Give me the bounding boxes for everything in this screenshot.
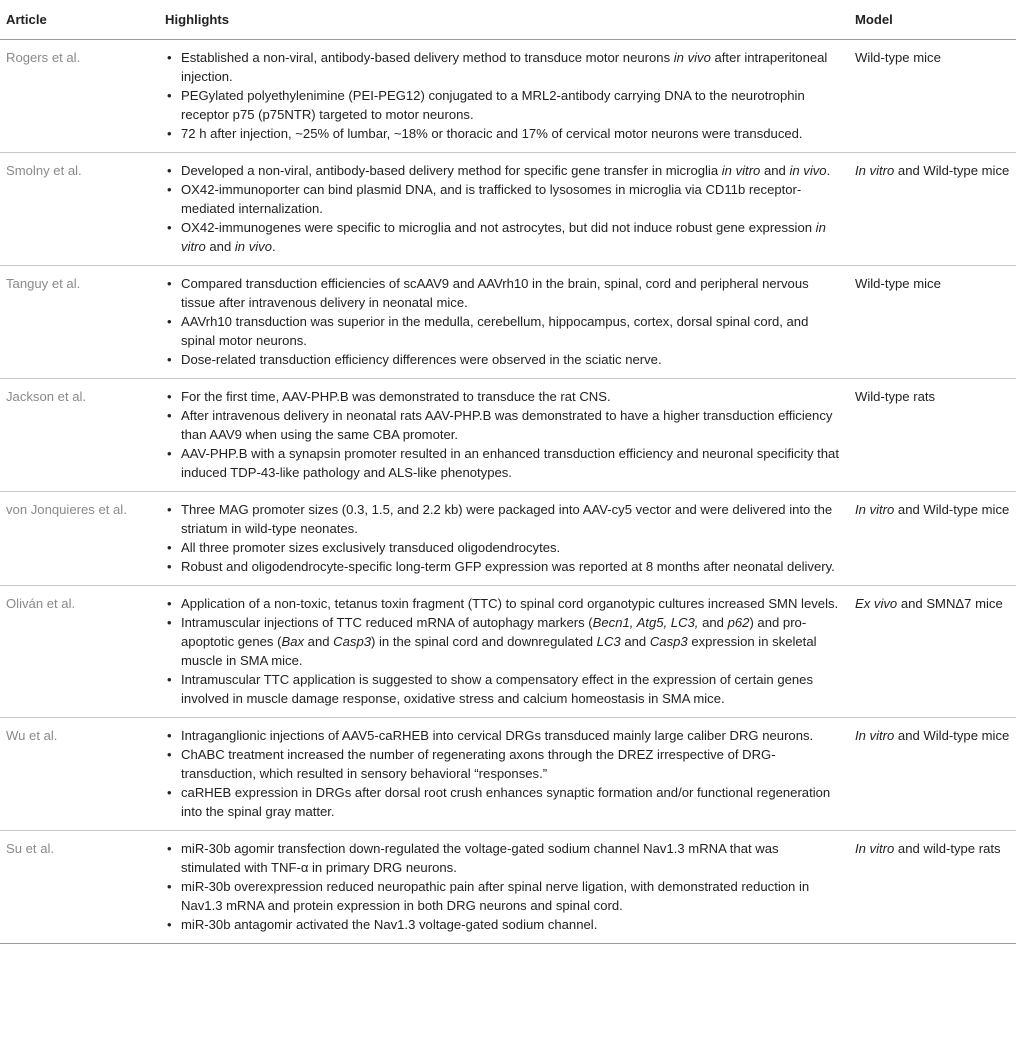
article-cell: Wu et al.	[0, 718, 161, 831]
highlight-item	[165, 350, 839, 369]
text-run: and Wild-type mice	[894, 163, 1010, 178]
bullet-icon: •	[167, 182, 172, 197]
text-run: ) and pro-apoptotic genes (	[181, 615, 807, 649]
text-run: Application of a non-toxic, tetanus toxin fragment (TTC) to spinal cord organotypic cultures increased SMN levels.	[181, 596, 839, 611]
text-run: PEGylated polyethylenimine (PEI-PEG12) conjugated to a MRL2-antibody carrying DNA to the neurotrophin receptor p75 (p75NTR) targeted to motor neurons.	[181, 88, 805, 122]
italic-text: in vivo	[234, 239, 272, 254]
text-run: and	[760, 163, 790, 178]
italic-text: In vitro	[855, 163, 895, 178]
text-run: expression in skeletal muscle in SMA mice.	[181, 634, 817, 668]
italic-text: LC3	[596, 634, 621, 649]
table-row	[0, 831, 1016, 944]
highlights-cell	[161, 586, 847, 718]
text-run: Established a non-viral, antibody-based delivery method to transduce motor neurons	[181, 50, 674, 65]
text-run: .	[826, 163, 831, 178]
article-cell: von Jonquieres et al.	[0, 492, 161, 586]
highlight-item	[165, 538, 839, 557]
header-highlights: Highlights	[161, 0, 847, 40]
bullet-icon: •	[167, 88, 172, 103]
text-run: Intraganglionic injections of AAV5-caRHEB into cervical DRGs transduced mainly large caliber DRG neurons.	[181, 728, 814, 743]
highlights-list	[165, 594, 839, 708]
highlights-list	[165, 500, 839, 576]
italic-text: Casp3	[649, 634, 688, 649]
italic-text: In vitro	[855, 502, 895, 517]
model-cell	[847, 718, 1016, 831]
text-run: miR-30b antagomir activated the Nav1.3 voltage-gated sodium channel.	[181, 917, 598, 932]
italic-text: Ex vivo	[855, 596, 898, 611]
bullet-icon: •	[167, 672, 172, 687]
bullet-icon: •	[167, 126, 172, 141]
bullet-icon: •	[167, 389, 172, 404]
text-run: and	[620, 634, 650, 649]
text-run: miR-30b agomir transfection down-regulated the voltage-gated sodium channel Nav1.3 mRNA that was stimulated with TNF-α in primary DRG neurons.	[181, 841, 779, 875]
model-cell	[847, 379, 1016, 492]
text-run: All three promoter sizes exclusively transduced oligodendrocytes.	[181, 540, 561, 555]
bullet-icon: •	[167, 220, 172, 235]
highlight-item	[165, 86, 839, 124]
highlight-item	[165, 915, 839, 934]
bullet-icon: •	[167, 408, 172, 423]
table-row	[0, 153, 1016, 266]
italic-text: In vitro	[855, 728, 895, 743]
highlights-cell	[161, 379, 847, 492]
bullet-icon: •	[167, 559, 172, 574]
highlight-item	[165, 312, 839, 350]
article-cell: Tanguy et al.	[0, 266, 161, 379]
italic-text: in vivo	[673, 50, 711, 65]
italic-text: in vitro	[181, 220, 826, 254]
highlight-item	[165, 444, 839, 482]
bullet-icon: •	[167, 841, 172, 856]
text-run: Wild-type mice	[855, 50, 941, 65]
text-run: AAVrh10 transduction was superior in the medulla, cerebellum, hippocampus, cortex, dorsal spinal cord, and spinal motor neurons.	[181, 314, 809, 348]
model-cell	[847, 266, 1016, 379]
highlights-cell	[161, 492, 847, 586]
bullet-icon: •	[167, 615, 172, 630]
italic-text: in vivo	[789, 163, 827, 178]
highlight-item	[165, 48, 839, 86]
italic-text: p62	[727, 615, 750, 630]
text-run: Robust and oligodendrocyte-specific long-term GFP expression was reported at 8 months after neonatal delivery.	[181, 559, 835, 574]
article-cell: Rogers et al.	[0, 40, 161, 153]
header-model: Model	[847, 0, 1016, 40]
header-row	[0, 0, 1016, 40]
article-cell: Oliván et al.	[0, 586, 161, 718]
highlight-item	[165, 161, 839, 180]
text-run: and wild-type rats	[894, 841, 1001, 856]
highlight-item	[165, 274, 839, 312]
text-run: OX42-immunogenes were specific to microglia and not astrocytes, but did not induce robust gene expression	[181, 220, 816, 235]
table-row	[0, 379, 1016, 492]
bullet-icon: •	[167, 163, 172, 178]
bullet-icon: •	[167, 502, 172, 517]
bullet-icon: •	[167, 352, 172, 367]
highlight-item	[165, 387, 839, 406]
bullet-icon: •	[167, 785, 172, 800]
highlights-list	[165, 839, 839, 934]
italic-text: Bax	[281, 634, 305, 649]
table-row	[0, 718, 1016, 831]
highlights-list	[165, 161, 839, 256]
highlight-item	[165, 218, 839, 256]
table-header	[0, 0, 1016, 40]
highlight-item	[165, 406, 839, 444]
text-run: AAV-PHP.B with a synapsin promoter resulted in an enhanced transduction efficiency and neuronal specificity that induced TDP-43-like pathology and ALS-like phenotypes.	[181, 446, 839, 480]
highlight-item	[165, 783, 839, 821]
highlights-list	[165, 274, 839, 369]
table-row	[0, 266, 1016, 379]
model-cell	[847, 586, 1016, 718]
text-run: and	[698, 615, 728, 630]
highlight-item	[165, 670, 839, 708]
highlight-item	[165, 557, 839, 576]
text-run: Wild-type mice	[855, 276, 941, 291]
highlight-item	[165, 594, 839, 613]
model-cell	[847, 40, 1016, 153]
text-run: caRHEB expression in DRGs after dorsal root crush enhances synaptic formation and/or functional regeneration into the spinal gray matter.	[181, 785, 831, 819]
italic-text: Becn1, Atg5, LC3,	[592, 615, 699, 630]
bullet-icon: •	[167, 50, 172, 65]
header-article: Article	[0, 0, 161, 40]
bullet-icon: •	[167, 540, 172, 555]
italic-text: In vitro	[855, 841, 895, 856]
text-run: Dose-related transduction efficiency differences were observed in the sciatic nerve.	[181, 352, 662, 367]
italic-text: Casp3	[333, 634, 372, 649]
highlight-item	[165, 839, 839, 877]
text-run: 72 h after injection, ~25% of lumbar, ~18% or thoracic and 17% of cervical motor neurons were transduced.	[181, 126, 803, 141]
highlights-cell	[161, 831, 847, 944]
text-run: Intramuscular TTC application is suggested to show a compensatory effect in the expression of certain genes involved in muscle damage response, oxidative stress and calcium homeostasis in SMA mice.	[181, 672, 813, 706]
text-run: ) in the spinal cord and downregulated	[371, 634, 597, 649]
highlight-item	[165, 877, 839, 915]
text-run: and	[205, 239, 235, 254]
text-run: Compared transduction efficiencies of scAAV9 and AAVrh10 in the brain, spinal, cord and peripheral nervous tissue after intravenous delivery in neonatal mice.	[181, 276, 809, 310]
article-cell: Smolny et al.	[0, 153, 161, 266]
text-run: Intramuscular injections of TTC reduced mRNA of autophagy markers (	[181, 615, 593, 630]
italic-text: in vitro	[721, 163, 761, 178]
text-run: after intraperitoneal injection.	[181, 50, 828, 84]
bullet-icon: •	[167, 747, 172, 762]
model-cell	[847, 492, 1016, 586]
highlight-item	[165, 500, 839, 538]
highlight-item	[165, 124, 839, 143]
text-run: Developed a non-viral, antibody-based delivery method for specific gene transfer in microglia	[181, 163, 722, 178]
model-cell	[847, 153, 1016, 266]
text-run: miR-30b overexpression reduced neuropathic pain after spinal nerve ligation, with demonstrated reduction in Nav1.3 mRNA and protein expression in both DRG neurons and spinal cord.	[181, 879, 810, 913]
highlights-cell	[161, 718, 847, 831]
text-run: and	[304, 634, 334, 649]
text-run: After intravenous delivery in neonatal rats AAV-PHP.B was demonstrated to have a higher transduction efficiency than AAV9 when using the same CBA promoter.	[181, 408, 833, 442]
table-row	[0, 586, 1016, 718]
text-run: and Wild-type mice	[894, 502, 1010, 517]
highlights-cell	[161, 266, 847, 379]
bullet-icon: •	[167, 728, 172, 743]
table-row	[0, 492, 1016, 586]
highlight-item	[165, 613, 839, 670]
bullet-icon: •	[167, 446, 172, 461]
bullet-icon: •	[167, 276, 172, 291]
highlight-item	[165, 180, 839, 218]
bullet-icon: •	[167, 314, 172, 329]
bullet-icon: •	[167, 917, 172, 932]
highlights-list	[165, 48, 839, 143]
table-body	[0, 40, 1016, 944]
model-cell	[847, 831, 1016, 944]
table-row	[0, 40, 1016, 153]
text-run: .	[272, 239, 276, 254]
text-run: Three MAG promoter sizes (0.3, 1.5, and 2.2 kb) were packaged into AAV-cy5 vector and were delivered into the striatum in wild-type neonates.	[181, 502, 833, 536]
text-run: ChABC treatment increased the number of regenerating axons through the DREZ irrespective of DRG-transduction, which resulted in sensory behavioral “responses.”	[181, 747, 776, 781]
highlights-cell	[161, 153, 847, 266]
text-run: and SMNΔ7 mice	[897, 596, 1003, 611]
highlights-cell	[161, 40, 847, 153]
article-cell: Jackson et al.	[0, 379, 161, 492]
text-run: OX42-immunoporter can bind plasmid DNA, and is trafficked to lysosomes in microglia via CD11b receptor-mediated internalization.	[181, 182, 802, 216]
text-run: and Wild-type mice	[894, 728, 1010, 743]
article-cell: Su et al.	[0, 831, 161, 944]
highlight-item	[165, 745, 839, 783]
highlights-list	[165, 387, 839, 482]
text-run: For the first time, AAV-PHP.B was demonstrated to transduce the rat CNS.	[181, 389, 611, 404]
highlights-list	[165, 726, 839, 821]
bullet-icon: •	[167, 596, 172, 611]
highlight-item	[165, 726, 839, 745]
text-run: Wild-type rats	[855, 389, 936, 404]
bullet-icon: •	[167, 879, 172, 894]
